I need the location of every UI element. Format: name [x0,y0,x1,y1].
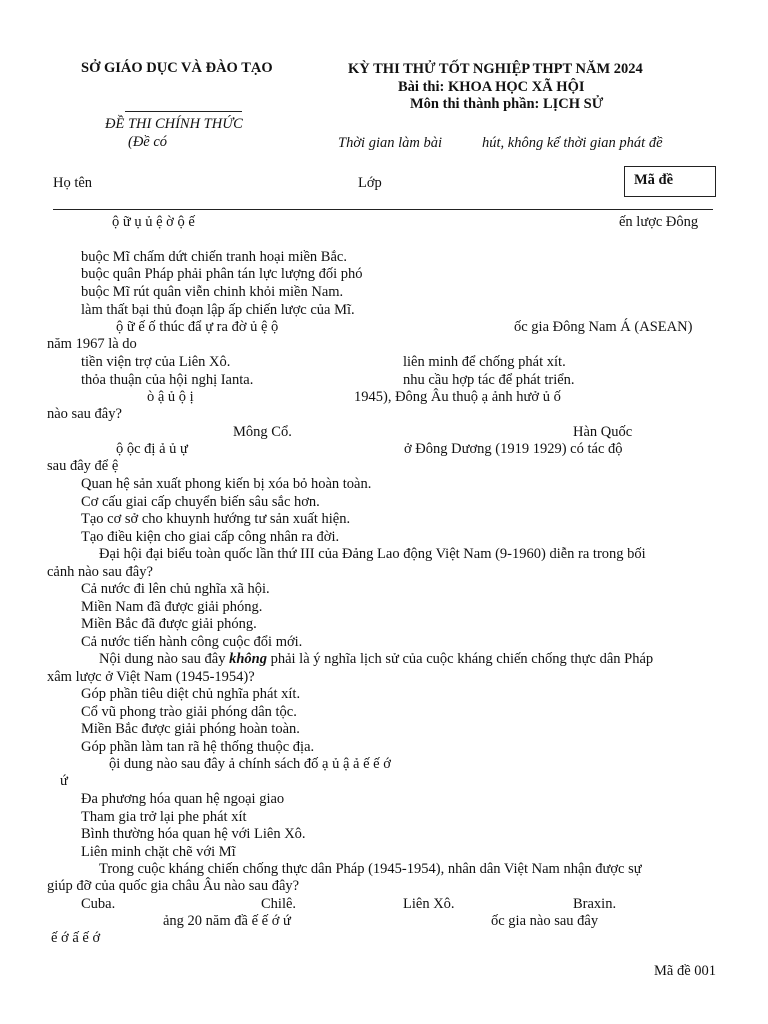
text-line: Cổ vũ phong trào giải phóng dân tộc. [81,704,297,720]
text-line: ến lược Đông [619,214,699,230]
text-line: Liên minh chặt chẽ với Mĩ [81,844,236,860]
text-line: ốc gia Đông Nam Á (ASEAN) [514,319,693,335]
text-line: Quan hệ sản xuất phong kiến bị xóa bỏ hoàn toàn. [81,476,372,492]
text-line: nhu cầu hợp tác để phát triển. [403,372,575,388]
text-line: ở Đông Dương (1919 1929) có tác độ [404,441,623,457]
text-line: ò ậ ủ ộ ị [147,389,194,405]
footer-exam-code: Mã đề 001 [654,963,717,979]
text-line: Tạo cơ sở cho khuynh hướng tư sản xuất hiện. [81,511,351,527]
text-line: Góp phần tiêu diệt chủ nghĩa phát xít. [81,686,301,702]
emphasis-word: không [229,651,267,667]
pages-note: (Đề có [128,134,168,150]
text-line: buộc Mĩ rút quân viễn chinh khỏi miền Nam. [81,284,344,300]
text-line: Miền Bắc đã được giải phóng. [81,616,257,632]
text-line: 1945), Đông Âu thuộ ạ ảnh hưở ủ ố [354,389,561,405]
header-rule [125,111,242,112]
text-line: ứ [60,773,68,789]
text-line: Góp phần làm tan rã hệ thống thuộc địa. [81,739,315,755]
class-label: Lớp [358,175,382,191]
question-line-emphasis [99,651,653,668]
official-label: ĐỀ THI CHÍNH THỨC [105,116,243,132]
text-line: Cả nước tiến hành công cuộc đổi mới. [81,634,303,650]
text-line: năm 1967 là do [47,336,137,352]
text-line: buộc Mĩ chấm dứt chiến tranh hoại miền Bắc. [81,249,347,265]
text-line: Chilê. [261,896,297,912]
text-line: buộc quân Pháp phải phân tán lực lượng đối phó [81,266,363,282]
text-line: Cơ cấu giai cấp chuyển biến sâu sắc hơn. [81,494,320,510]
text-line: Mông Cổ. [233,424,292,440]
text-line: sau đây để ệ [47,458,119,474]
question-text: phải là ý nghĩa lịch sử của cuộc kháng chiến chống thực dân Pháp [266,651,654,667]
text-line: làm thất bại thủ đoạn lập ấp chiến lược của Mĩ. [81,302,355,318]
department-name: SỞ GIÁO DỤC VÀ ĐÀO TẠO [81,60,273,76]
text-line: Liên Xô. [403,896,455,912]
text-line: ế ớ ấ ế ớ [51,930,101,946]
text-line: Cuba. [81,896,116,912]
text-line: Đa phương hóa quan hệ ngoại giao [81,791,285,807]
text-line: nào sau đây? [47,406,122,422]
text-line: ộ ộc đị ả ủ ự [116,441,188,457]
text-line: Braxin. [573,896,617,912]
text-line: Cả nước đi lên chủ nghĩa xã hội. [81,581,270,597]
text-line: thỏa thuận của hội nghị Ianta. [81,372,254,388]
text-line: Tham gia trở lại phe phát xít [81,809,247,825]
text-line: cảnh nào sau đây? [47,564,153,580]
text-line: ội dung nào sau đây ả chính sách đố ạ ủ ậ ả ế ế ớ [109,756,391,772]
question-text: Nội dung nào sau đây [99,651,230,667]
text-line: Tạo điều kiện cho giai cấp công nhân ra đời. [81,529,340,545]
exam-subject: Bài thi: KHOA HỌC XÃ HỘI [398,79,585,95]
text-line: Bình thường hóa quan hệ với Liên Xô. [81,826,306,842]
text-line: Miền Bắc được giải phóng hoàn toàn. [81,721,300,737]
header-separator [53,209,713,210]
text-line: Hàn Quốc [573,424,633,440]
text-line: tiền viện trợ của Liên Xô. [81,354,231,370]
exam-code-box [624,166,716,197]
text-line: ộ ữ ụ ủ ệ ờ ộ ế [112,214,195,230]
text-line: ảng 20 năm đầ ế ế ớ ứ [163,913,291,929]
student-name-label: Họ tên [53,175,93,191]
text-line: xâm lược ở Việt Nam (1945-1954)? [47,669,255,685]
exam-component: Môn thi thành phần: LỊCH SỬ [410,96,604,112]
exam-code-label: Mã đề [634,172,674,188]
text-line: ốc gia nào sau đây [491,913,599,929]
time-note-right: hút, không kể thời gian phát đề [482,135,663,151]
text-line: Đại hội đại biểu toàn quốc lần thứ III của Đảng Lao động Việt Nam (9-1960) diễn ra trong bối [99,546,646,562]
text-line: ộ ữ ế ố thúc đẩ ự ra đờ ủ ệ ộ [116,319,279,335]
exam-title: KỲ THI THỬ TỐT NGHIỆP THPT NĂM 2024 [348,61,643,77]
text-line: liên minh để chống phát xít. [403,354,566,370]
text-line: giúp đỡ của quốc gia châu Âu nào sau đây? [47,878,300,894]
text-line: Miền Nam đã được giải phóng. [81,599,263,615]
text-line: Trong cuộc kháng chiến chống thực dân Pháp (1945-1954), nhân dân Việt Nam nhận được sự [99,861,642,877]
time-note-left: Thời gian làm bài [338,135,443,151]
